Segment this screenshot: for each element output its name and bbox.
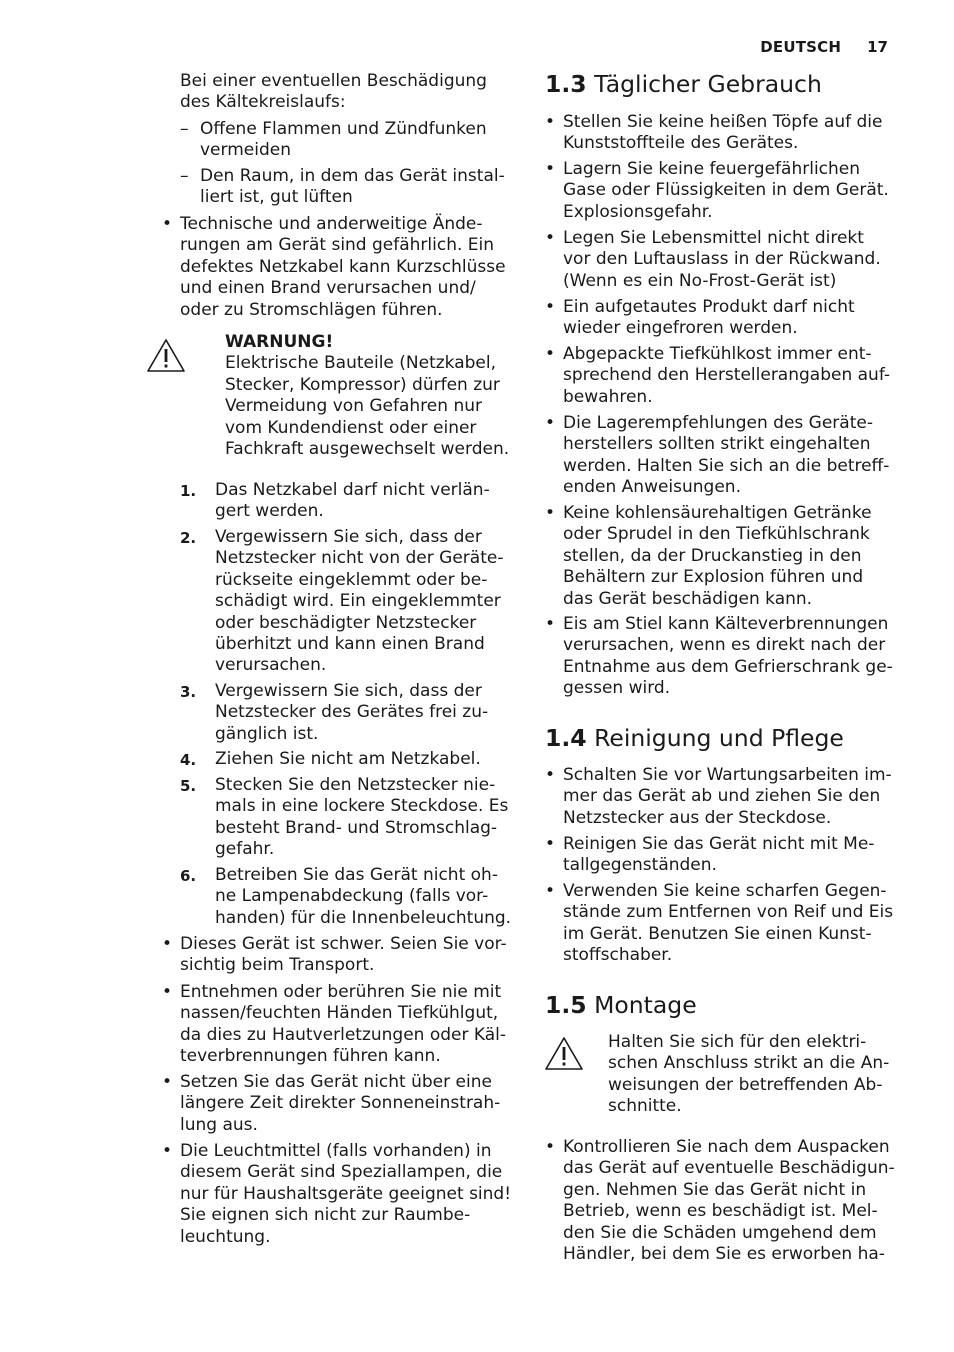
numbered-item <box>180 681 488 745</box>
numbered-item <box>180 527 503 677</box>
page-number: 17 <box>867 38 888 56</box>
list-item <box>162 1072 500 1136</box>
bullet-marker: • <box>545 297 556 317</box>
text-line: Dieses Gerät ist schwer. Seien Sie vor- <box>180 934 507 954</box>
text-line: verursachen, wenn es direkt nach der <box>563 635 886 656</box>
warning-text <box>225 332 509 460</box>
text-line: Ein aufgetautes Produkt darf nicht <box>563 297 855 317</box>
bullet-marker: • <box>545 614 556 634</box>
list-item <box>162 934 507 977</box>
bullet-marker: • <box>545 413 556 433</box>
text-line: herstellers sollten strikt eingehalten <box>563 434 871 455</box>
bullet-marker: • <box>545 881 556 901</box>
text-line: Technische und anderweitige Ände- <box>180 214 483 234</box>
item-number: 3. <box>180 683 197 701</box>
text-line: schnitte. <box>608 1096 682 1117</box>
text-line: gessen wird. <box>563 678 671 699</box>
text-line: stoffschaber. <box>563 945 673 966</box>
text-line: Bei einer eventuellen Beschädigung <box>180 71 487 91</box>
text-line: Netzstecker aus der Steckdose. <box>563 807 832 828</box>
text-line: Verwenden Sie keine scharfen Gegen- <box>563 881 887 901</box>
text-line: leuchtung. <box>180 1226 271 1247</box>
numbered-item <box>180 865 511 929</box>
text-line: Explosionsgefahr. <box>563 201 713 222</box>
text-line: Offene Flammen und Zündfunken <box>200 119 487 139</box>
text-line: mer das Gerät ab und ziehen Sie den <box>563 786 881 807</box>
text-line: Halten Sie sich für den elektri- <box>608 1032 867 1052</box>
text-line: Gase oder Flüssigkeiten in dem Gerät. <box>563 180 889 201</box>
warning-icon <box>544 1036 584 1072</box>
bullet-marker: • <box>545 503 556 523</box>
text-line: Stecker, Kompressor) dürfen zur <box>225 374 500 395</box>
item-number: 1. <box>180 482 197 500</box>
text-line: da dies zu Hautverletzungen oder Käl- <box>180 1024 507 1045</box>
list-item <box>545 1137 895 1265</box>
text-line: Händler, bei dem Sie es erworben ha- <box>563 1244 885 1265</box>
text-line: rungen am Gerät sind gefährlich. Ein <box>180 235 495 256</box>
text-line: Vermeidung von Gefahren nur <box>225 396 482 417</box>
text-line: überhitzt und kann einen Brand <box>215 634 485 655</box>
text-line: gert werden. <box>215 501 324 522</box>
section-title: Täglicher Gebrauch <box>594 70 822 98</box>
intro-paragraph <box>180 71 487 114</box>
list-item <box>162 1141 511 1248</box>
text-line: vor den Luftauslass in der Rückwand. <box>563 249 881 270</box>
text-line: lung aus. <box>180 1114 258 1135</box>
page-header <box>760 38 888 56</box>
text-line: vom Kundendienst oder einer <box>225 417 477 438</box>
text-line: liert ist, gut lüften <box>200 187 353 208</box>
list-item <box>162 214 506 321</box>
bullet-marker: • <box>545 344 556 364</box>
text-line: handen) für die Innenbeleuchtung. <box>215 907 512 928</box>
text-line: nassen/feuchten Händen Tiefkühlgut, <box>180 1003 499 1024</box>
text-line: Kunststoffteile des Gerätes. <box>563 133 799 154</box>
text-line: Fachkraft ausgewechselt werden. <box>225 439 510 460</box>
text-line: weisungen der betreffenden Ab- <box>608 1074 883 1095</box>
bullet-marker: • <box>162 982 173 1002</box>
bullet-marker: • <box>545 112 556 132</box>
numbered-item <box>180 749 481 770</box>
text-line: bewahren. <box>563 386 653 407</box>
text-line: Reinigen Sie das Gerät nicht mit Me- <box>563 834 875 854</box>
text-line: wieder eingefroren werden. <box>563 318 798 339</box>
text-line: Abgepackte Tiefkühlkost immer ent- <box>563 344 872 364</box>
section-heading-1-5 <box>545 991 697 1019</box>
item-number: 2. <box>180 529 197 547</box>
bullet-marker: • <box>162 1141 173 1161</box>
text-line: Den Raum, in dem das Gerät instal- <box>200 166 505 186</box>
text-line: (Wenn es ein No-Frost-Gerät ist) <box>563 270 837 291</box>
text-line: Keine kohlensäurehaltigen Getränke <box>563 503 872 523</box>
text-line: Behältern zur Explosion führen und <box>563 567 864 588</box>
text-line: Elektrische Bauteile (Netzkabel, <box>225 353 497 374</box>
text-line: Netzstecker nicht von der Geräte- <box>215 548 504 569</box>
text-line: mals in eine lockere Steckdose. Es <box>215 796 509 817</box>
text-line: diesem Gerät sind Speziallampen, die <box>180 1162 503 1183</box>
bullet-marker: • <box>545 834 556 854</box>
bullet-marker: • <box>545 1137 556 1157</box>
section-number: 1.5 <box>545 991 587 1019</box>
text-line: schen Anschluss strikt an die An- <box>608 1053 890 1074</box>
bullet-marker: • <box>162 1072 173 1092</box>
list-item <box>545 765 892 829</box>
text-line: Schalten Sie vor Wartungsarbeiten im- <box>563 765 892 785</box>
list-item <box>545 344 890 408</box>
numbered-item <box>180 480 490 523</box>
text-line: Die Leuchtmittel (falls vorhanden) in <box>180 1141 492 1161</box>
text-line: vermeiden <box>200 140 291 161</box>
text-line: defektes Netzkabel kann Kurzschlüsse <box>180 256 506 277</box>
list-item <box>545 228 881 292</box>
list-item <box>545 881 893 967</box>
dash-item: – Den Raum, in dem das Gerät instal- liert ist, gut lüften <box>180 166 505 208</box>
text-line: enden Anweisungen. <box>563 477 741 498</box>
list-item <box>545 413 889 499</box>
text-line: schädigt wird. Ein eingeklemmter <box>215 591 501 612</box>
text-line: Vergewissern Sie sich, dass der <box>215 527 482 547</box>
text-line: Eis am Stiel kann Kälteverbrennungen <box>563 614 889 634</box>
warning-text <box>608 1032 889 1118</box>
text-line: Ziehen Sie nicht am Netzkabel. <box>215 749 481 769</box>
text-line: sichtig beim Transport. <box>180 955 375 976</box>
header-language: DEUTSCH <box>760 38 842 56</box>
item-number: 6. <box>180 867 197 885</box>
bullet-marker: • <box>162 214 173 234</box>
text-line: das Gerät beschädigen kann. <box>563 588 813 609</box>
item-number: 4. <box>180 751 197 769</box>
text-line: gänglich ist. <box>215 723 319 744</box>
section-title: Reinigung und Pflege <box>594 724 844 752</box>
dash-item: – Offene Flammen und Zündfunken vermeiden <box>180 119 487 161</box>
warning-icon <box>146 338 186 374</box>
text-line: besteht Brand- und Stromschlag- <box>215 817 498 838</box>
text-line: Netzstecker des Gerätes frei zu- <box>215 702 489 723</box>
text-line: Legen Sie Lebensmittel nicht direkt <box>563 228 864 248</box>
text-line: oder zu Stromschlägen führen. <box>180 299 443 320</box>
text-line: oder Sprudel in den Tiefkühlschrank <box>563 524 870 545</box>
text-line: oder beschädigter Netzstecker <box>215 612 477 633</box>
text-line: stände zum Entfernen von Reif und Eis <box>563 902 894 923</box>
text-line: Lagern Sie keine feuergefährlichen <box>563 159 861 179</box>
list-item <box>162 982 506 1068</box>
text-line: Sie eignen sich nicht zur Raumbe- <box>180 1205 471 1226</box>
text-line: gefahr. <box>215 839 275 860</box>
section-heading-1-4 <box>545 724 844 752</box>
bullet-marker: • <box>545 228 556 248</box>
text-line: gen. Nehmen Sie das Gerät nicht in <box>563 1179 867 1200</box>
section-heading-1-3 <box>545 70 822 98</box>
section-number: 1.4 <box>545 724 587 752</box>
list-item <box>545 159 889 223</box>
text-line: Stecken Sie den Netzstecker nie- <box>215 775 496 795</box>
text-line: nur für Haushaltsgeräte geeignet sind! <box>180 1183 512 1204</box>
section-number: 1.3 <box>545 70 587 98</box>
text-line: Das Netzkabel darf nicht verlän- <box>215 480 490 500</box>
text-line: verursachen. <box>215 655 327 676</box>
numbered-item <box>180 775 508 861</box>
text-line: Entnehmen oder berühren Sie nie mit <box>180 982 502 1002</box>
text-line: sprechend den Herstellerangaben auf- <box>563 365 891 386</box>
list-item <box>545 834 874 877</box>
text-line: Entnahme aus dem Gefrierschrank ge- <box>563 656 893 677</box>
warning-title: WARNUNG! <box>225 332 334 352</box>
text-line: des Kältekreislaufs: <box>180 92 346 113</box>
text-line: Vergewissern Sie sich, dass der <box>215 681 482 701</box>
text-line: Kontrollieren Sie nach dem Auspacken <box>563 1137 890 1157</box>
list-item <box>545 112 883 155</box>
bullet-marker: • <box>545 765 556 785</box>
text-line: werden. Halten Sie sich an die betreff- <box>563 455 890 476</box>
bullet-marker: • <box>162 934 173 954</box>
text-line: im Gerät. Benutzen Sie einen Kunst- <box>563 923 872 944</box>
text-line: ne Lampenabdeckung (falls vor- <box>215 886 489 907</box>
text-line: stellen, da der Druckanstieg in den <box>563 545 862 566</box>
text-line: Betrieb, wenn es beschädigt ist. Mel- <box>563 1201 878 1222</box>
text-line: rückseite eingeklemmt oder be- <box>215 569 488 590</box>
text-line: längere Zeit direkter Sonneneinstrah- <box>180 1093 501 1114</box>
text-line: Setzen Sie das Gerät nicht über eine <box>180 1072 492 1092</box>
text-line: das Gerät auf eventuelle Beschädigun- <box>563 1158 895 1179</box>
list-item <box>545 614 893 700</box>
list-item <box>545 503 872 610</box>
bullet-marker: • <box>545 159 556 179</box>
text-line: Betreiben Sie das Gerät nicht oh- <box>215 865 498 885</box>
text-line: den Sie die Schäden umgehend dem <box>563 1222 877 1243</box>
text-line: Die Lagerempfehlungen des Geräte- <box>563 413 873 433</box>
list-item <box>545 297 855 340</box>
item-number: 5. <box>180 777 197 795</box>
text-line: und einen Brand verursachen und/ <box>180 278 476 299</box>
text-line: Stellen Sie keine heißen Töpfe auf die <box>563 112 883 132</box>
section-title: Montage <box>594 991 697 1019</box>
text-line: tallgegenständen. <box>563 855 717 876</box>
text-line: teverbrennungen führen kann. <box>180 1046 441 1067</box>
